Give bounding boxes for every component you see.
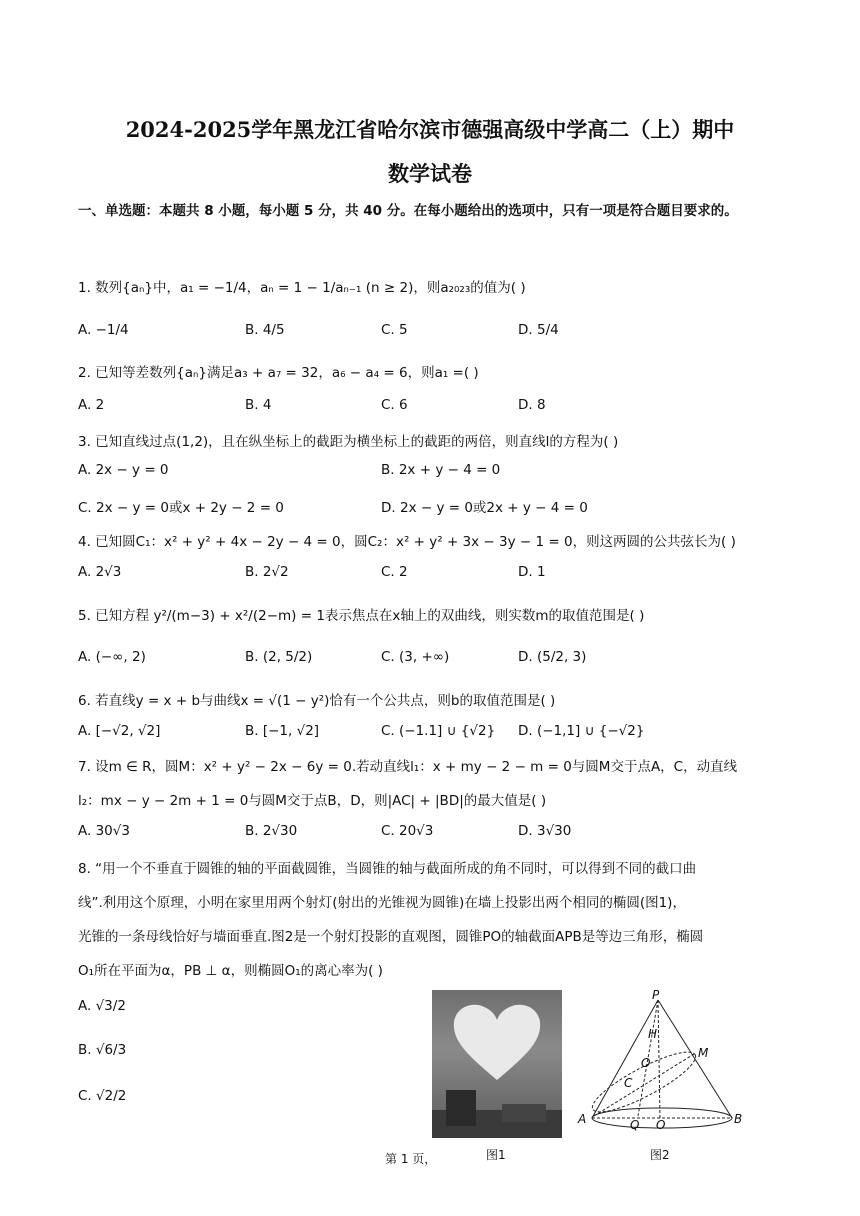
fig2-label-o: O	[656, 1118, 666, 1132]
fig2-label-a: A	[578, 1112, 587, 1126]
question-8-line3: 光锥的一条母线恰好与墙面垂直.图2是一个射灯投影的直观图，圆锥PO的轴截面APB是等边三角形，椭圆	[78, 929, 704, 945]
page-footer: 第 1 页，	[385, 1152, 437, 1166]
question-1: 1. 数列{aₙ}中，a₁ = −1/4，aₙ = 1 − 1/aₙ₋₁ (n ≥ 2)，则a₂₀₂₃的值为( )	[78, 280, 526, 296]
q2-option-b: B. 4	[245, 397, 272, 413]
fig2-label-p: P	[652, 988, 660, 1002]
question-8-line1: 8. “用一个不垂直于圆锥的轴的平面截圆锥，当圆锥的轴与截面所成的角不同时，可以得到不同的截口曲	[78, 861, 697, 877]
q2-option-a: A. 2	[78, 397, 105, 413]
q8-option-a: A. √3/2	[78, 998, 126, 1014]
q7-option-a: A. 30√3	[78, 823, 130, 839]
fig2-label-o1: O	[641, 1056, 651, 1070]
fig2-label-q: Q	[630, 1118, 640, 1132]
q7-option-c: C. 20√3	[381, 823, 434, 839]
question-7-line2: l₂：mx − y − 2m + 1 = 0与圆M交于点B，D，则|AC| + |BD|的最大值是( )	[78, 793, 547, 809]
q1-option-c: C. 5	[381, 322, 408, 338]
q7-option-b: B. 2√30	[245, 823, 298, 839]
q6-option-d: D. (−1,1] ∪ {−√2}	[518, 723, 645, 739]
figure-2-caption: 图2	[650, 1148, 670, 1162]
q4-option-a: A. 2√3	[78, 564, 122, 580]
q8-option-b: B. √6/3	[78, 1042, 127, 1058]
fig2-label-b: B	[734, 1112, 743, 1126]
q5-option-b: B. (2, 5/2)	[245, 649, 313, 665]
q7-option-d: D. 3√30	[518, 823, 572, 839]
figure-1-caption: 图1	[486, 1148, 506, 1162]
q4-option-d: D. 1	[518, 564, 546, 580]
q4-option-b: B. 2√2	[245, 564, 289, 580]
question-8-line4: O₁所在平面为α，PB ⊥ α，则椭圆O₁的离心率为( )	[78, 963, 383, 979]
q1-option-d: D. 5/4	[518, 322, 559, 338]
q3-option-b: B. 2x + y − 4 = 0	[381, 462, 501, 478]
q5-option-d: D. (5/2, 3)	[518, 649, 587, 665]
q2-option-d: D. 8	[518, 397, 546, 413]
question-5: 5. 已知方程 y²/(m−3) + x²/(2−m) = 1表示焦点在x轴上的双曲线，则实数m的取值范围是( )	[78, 608, 645, 624]
exam-subtitle: 数学试卷	[388, 161, 472, 186]
question-8-line2: 线”.利用这个原理，小明在家里用两个射灯(射出的光锥视为圆锥)在墙上投影出两个相同的椭圆(图1)，	[78, 895, 686, 911]
fig2-label-m: M	[698, 1046, 709, 1060]
question-6: 6. 若直线y = x + b与曲线x = √(1 − y²)恰有一个公共点，则b的取值范围是( )	[78, 693, 556, 709]
q3-option-c: C. 2x − y = 0或x + 2y − 2 = 0	[78, 500, 284, 516]
q5-option-a: A. (−∞, 2)	[78, 649, 146, 665]
question-3: 3. 已知直线过点(1,2)，且在纵坐标上的截距为横坐标上的截距的两倍，则直线l的方程为( )	[78, 434, 619, 450]
q4-option-c: C. 2	[381, 564, 408, 580]
question-2: 2. 已知等差数列{aₙ}满足a₃ + a₇ = 32，a₆ − a₄ = 6，则a₁ =( )	[78, 365, 479, 381]
q6-option-b: B. [−1, √2]	[245, 723, 320, 739]
q3-option-a: A. 2x − y = 0	[78, 462, 169, 478]
fig2-label-c: C	[624, 1076, 633, 1090]
question-7-line1: 7. 设m ∈ R，圆M：x² + y² − 2x − 6y = 0.若动直线l₁：x + my − 2 − m = 0与圆M交于点A，C，动直线	[78, 759, 738, 775]
q6-option-a: A. [−√2, √2]	[78, 723, 161, 739]
section-heading: 一、单选题：本题共 8 小题，每小题 5 分，共 40 分。在每小题给出的选项中，只有一项是符合题目要求的。	[78, 203, 738, 219]
question-4: 4. 已知圆C₁：x² + y² + 4x − 2y − 4 = 0，圆C₂：x² + y² + 3x − 3y − 1 = 0，则这两圆的公共弦长为( )	[78, 534, 736, 550]
q5-option-c: C. (3, +∞)	[381, 649, 450, 665]
exam-title: 2024-2025学年黑龙江省哈尔滨市德强高级中学高二（上）期中	[125, 117, 735, 142]
q2-option-c: C. 6	[381, 397, 408, 413]
figure-1-photo	[432, 990, 562, 1138]
q1-option-a: A. −1/4	[78, 322, 129, 338]
q1-option-b: B. 4/5	[245, 322, 285, 338]
q8-option-c: C. √2/2	[78, 1088, 127, 1104]
q3-option-d: D. 2x − y = 0或2x + y − 4 = 0	[381, 500, 588, 516]
fig2-label-h: H	[648, 1027, 658, 1041]
heart-light-shape	[450, 1002, 544, 1082]
q6-option-c: C. (−1.1] ∪ {√2}	[381, 723, 496, 739]
room-furniture	[432, 1080, 562, 1138]
figure-2-cone-diagram	[572, 988, 752, 1138]
